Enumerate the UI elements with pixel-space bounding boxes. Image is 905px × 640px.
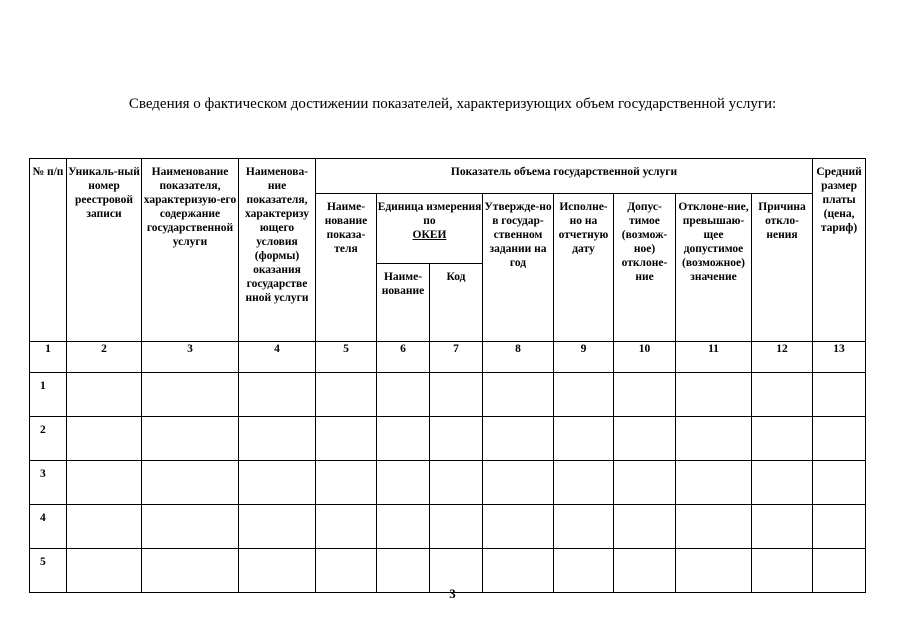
- table-cell: [752, 417, 813, 461]
- unit-group-label: Единица измерения по: [377, 201, 482, 227]
- table-row: [30, 373, 866, 417]
- column-number: 10: [614, 342, 676, 373]
- table-row: [30, 505, 866, 549]
- table-cell: [813, 373, 866, 417]
- table-cell: [239, 373, 316, 417]
- header-excess-deviation: Отклоне-ние, превышаю-щее допустимое (возможное) значение: [676, 194, 752, 342]
- table-cell: [67, 461, 142, 505]
- document-title: Сведения о фактическом достижении показателей, характеризующих объем государственной услуги:: [128, 96, 777, 112]
- row-index: 1: [30, 373, 67, 417]
- table-cell: [752, 505, 813, 549]
- header-registry-number: Уникаль-ный номер реестровой записи: [67, 159, 142, 342]
- table-cell: [142, 373, 239, 417]
- table-row: [30, 417, 866, 461]
- table-cell: [752, 373, 813, 417]
- table-cell: [239, 505, 316, 549]
- table-cell: [377, 505, 430, 549]
- column-number-row: [30, 342, 866, 373]
- table-cell: [483, 461, 554, 505]
- table-cell: [614, 417, 676, 461]
- header-allowed-deviation: Допус-тимое (возмож-ное) отклоне-ние: [614, 194, 676, 342]
- column-number: 12: [752, 342, 813, 373]
- table-cell: [813, 461, 866, 505]
- table-cell: [239, 461, 316, 505]
- header-unit-code: Код: [430, 264, 483, 342]
- column-number: 3: [142, 342, 239, 373]
- header-conditions-indicator: Наименова-ние показателя, характеризу ющего условия (формы) оказания государстве нной услуги: [239, 159, 316, 342]
- table-cell: [554, 505, 614, 549]
- table-cell: [430, 373, 483, 417]
- table-cell: [430, 505, 483, 549]
- column-number: 4: [239, 342, 316, 373]
- column-number: 6: [377, 342, 430, 373]
- column-number: 9: [554, 342, 614, 373]
- table-cell: [813, 417, 866, 461]
- table-cell: [67, 373, 142, 417]
- table-cell: [67, 417, 142, 461]
- data-rows: [30, 373, 866, 593]
- table-cell: [676, 373, 752, 417]
- header-approved: Утвержде-но в государ-ственном задании на год: [483, 194, 554, 342]
- table-cell: [483, 505, 554, 549]
- okei-link[interactable]: ОКЕИ: [412, 229, 447, 241]
- table-cell: [752, 461, 813, 505]
- table-cell: [676, 505, 752, 549]
- table-cell: [554, 373, 614, 417]
- table-cell: [316, 505, 377, 549]
- table-cell: [377, 461, 430, 505]
- header-volume-group: Показатель объема государственной услуги: [316, 159, 813, 194]
- table-cell: [316, 417, 377, 461]
- table-row: [30, 461, 866, 505]
- header-deviation-reason: Причина откло-нения: [752, 194, 813, 342]
- table-cell: [142, 505, 239, 549]
- row-index: 4: [30, 505, 67, 549]
- table-cell: [483, 373, 554, 417]
- table-cell: [676, 417, 752, 461]
- table-cell: [483, 417, 554, 461]
- column-number: 2: [67, 342, 142, 373]
- header-average-fee: Средний размер платы (цена, тариф): [813, 159, 866, 342]
- column-number: 5: [316, 342, 377, 373]
- row-index: 2: [30, 417, 67, 461]
- header-unit-name: Наиме-нование: [377, 264, 430, 342]
- row-index: 5: [30, 549, 67, 593]
- table-cell: [676, 461, 752, 505]
- column-number: 13: [813, 342, 866, 373]
- column-number: 1: [30, 342, 67, 373]
- table-cell: [377, 417, 430, 461]
- table-cell: [239, 417, 316, 461]
- table-cell: [614, 505, 676, 549]
- row-index: 3: [30, 461, 67, 505]
- table-cell: [554, 461, 614, 505]
- table-cell: [316, 461, 377, 505]
- header-num: № п/п: [30, 159, 67, 342]
- header-indicator-name: Наиме-нование показа-теля: [316, 194, 377, 342]
- table-cell: [554, 417, 614, 461]
- header-content-indicator: Наименование показателя, характеризую-его содержание государственной услуги: [142, 159, 239, 342]
- indicators-table: [29, 158, 866, 593]
- table-cell: [813, 505, 866, 549]
- table-cell: [377, 373, 430, 417]
- table-cell: [142, 417, 239, 461]
- table-cell: [614, 461, 676, 505]
- column-number: 8: [483, 342, 554, 373]
- column-number: 11: [676, 342, 752, 373]
- page-number: 3: [449, 586, 456, 601]
- table-cell: [430, 461, 483, 505]
- column-number: 7: [430, 342, 483, 373]
- table-cell: [316, 373, 377, 417]
- table-cell: [614, 373, 676, 417]
- table-cell: [430, 417, 483, 461]
- header-executed: Исполне-но на отчетную дату: [554, 194, 614, 342]
- table-cell: [67, 505, 142, 549]
- header-unit-group: [377, 194, 483, 264]
- table-cell: [142, 461, 239, 505]
